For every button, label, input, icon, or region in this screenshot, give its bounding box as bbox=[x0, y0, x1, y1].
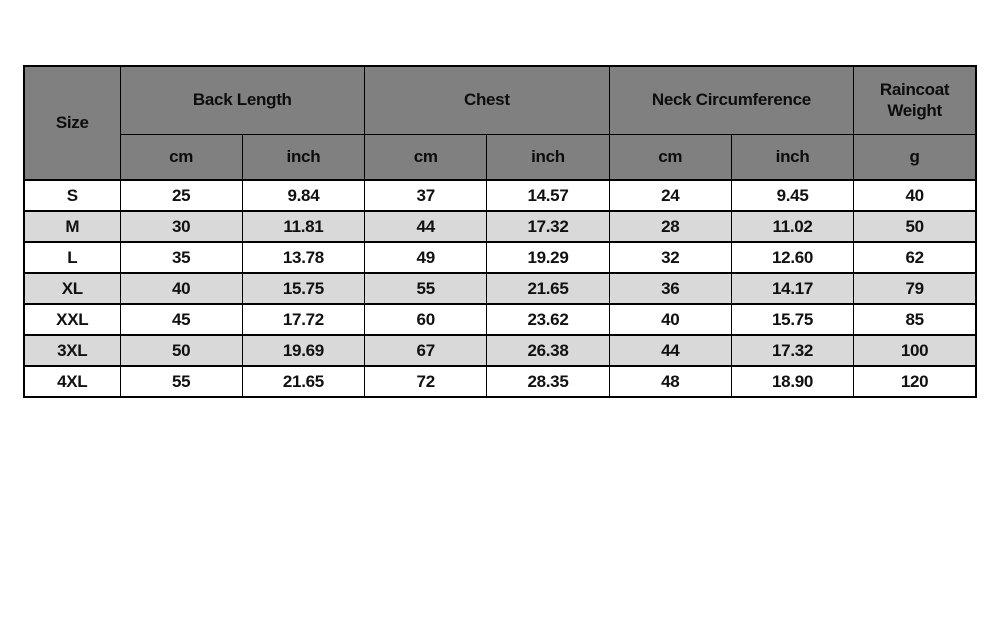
cell-value: 120 bbox=[854, 366, 976, 397]
cell-value: 67 bbox=[365, 335, 487, 366]
cell-value: 23.62 bbox=[487, 304, 609, 335]
cell-value: 32 bbox=[609, 242, 731, 273]
unit-chest-inch: inch bbox=[487, 134, 609, 180]
table-row-l bbox=[24, 242, 976, 273]
cell-value: 62 bbox=[854, 242, 976, 273]
unit-chest-cm: cm bbox=[365, 134, 487, 180]
cell-value: 36 bbox=[609, 273, 731, 304]
cell-value: 60 bbox=[365, 304, 487, 335]
cell-value: 85 bbox=[854, 304, 976, 335]
cell-value: 55 bbox=[365, 273, 487, 304]
table-body bbox=[24, 180, 976, 397]
size-value: 3XL bbox=[24, 335, 120, 366]
cell-value: 17.32 bbox=[731, 335, 853, 366]
cell-value: 40 bbox=[609, 304, 731, 335]
cell-value: 18.90 bbox=[731, 366, 853, 397]
cell-value: 17.32 bbox=[487, 211, 609, 242]
size-chart-table bbox=[23, 65, 977, 398]
table-row-s bbox=[24, 180, 976, 211]
cell-value: 45 bbox=[120, 304, 242, 335]
unit-weight-g: g bbox=[854, 134, 976, 180]
table-row-xl bbox=[24, 273, 976, 304]
cell-value: 14.17 bbox=[731, 273, 853, 304]
cell-value: 30 bbox=[120, 211, 242, 242]
table-row-4xl bbox=[24, 366, 976, 397]
header-back-length: Back Length bbox=[120, 66, 365, 134]
cell-value: 25 bbox=[120, 180, 242, 211]
size-value: S bbox=[24, 180, 120, 211]
table-row-xxl bbox=[24, 304, 976, 335]
cell-value: 9.45 bbox=[731, 180, 853, 211]
cell-value: 19.29 bbox=[487, 242, 609, 273]
cell-value: 50 bbox=[854, 211, 976, 242]
unit-neck-inch: inch bbox=[731, 134, 853, 180]
header-unit-row bbox=[24, 134, 976, 180]
cell-value: 14.57 bbox=[487, 180, 609, 211]
table-row-3xl bbox=[24, 335, 976, 366]
size-value: 4XL bbox=[24, 366, 120, 397]
table-row-m bbox=[24, 211, 976, 242]
size-value: L bbox=[24, 242, 120, 273]
cell-value: 50 bbox=[120, 335, 242, 366]
cell-value: 37 bbox=[365, 180, 487, 211]
unit-back-length-inch: inch bbox=[242, 134, 364, 180]
cell-value: 17.72 bbox=[242, 304, 364, 335]
cell-value: 100 bbox=[854, 335, 976, 366]
cell-value: 12.60 bbox=[731, 242, 853, 273]
cell-value: 28.35 bbox=[487, 366, 609, 397]
cell-value: 15.75 bbox=[242, 273, 364, 304]
unit-back-length-cm: cm bbox=[120, 134, 242, 180]
cell-value: 79 bbox=[854, 273, 976, 304]
cell-value: 9.84 bbox=[242, 180, 364, 211]
cell-value: 13.78 bbox=[242, 242, 364, 273]
table-header bbox=[24, 66, 976, 180]
header-neck-circumference: Neck Circumference bbox=[609, 66, 854, 134]
cell-value: 49 bbox=[365, 242, 487, 273]
cell-value: 26.38 bbox=[487, 335, 609, 366]
cell-value: 11.81 bbox=[242, 211, 364, 242]
cell-value: 24 bbox=[609, 180, 731, 211]
cell-value: 11.02 bbox=[731, 211, 853, 242]
cell-value: 44 bbox=[365, 211, 487, 242]
header-group-row bbox=[24, 66, 976, 134]
header-size: Size bbox=[24, 66, 120, 180]
cell-value: 48 bbox=[609, 366, 731, 397]
header-chest: Chest bbox=[365, 66, 610, 134]
cell-value: 28 bbox=[609, 211, 731, 242]
size-value: XL bbox=[24, 273, 120, 304]
size-value: M bbox=[24, 211, 120, 242]
cell-value: 44 bbox=[609, 335, 731, 366]
cell-value: 72 bbox=[365, 366, 487, 397]
cell-value: 15.75 bbox=[731, 304, 853, 335]
cell-value: 55 bbox=[120, 366, 242, 397]
unit-neck-cm: cm bbox=[609, 134, 731, 180]
header-raincoat-weight: Raincoat Weight bbox=[854, 66, 976, 134]
cell-value: 21.65 bbox=[487, 273, 609, 304]
cell-value: 19.69 bbox=[242, 335, 364, 366]
cell-value: 21.65 bbox=[242, 366, 364, 397]
size-value: XXL bbox=[24, 304, 120, 335]
cell-value: 40 bbox=[854, 180, 976, 211]
cell-value: 40 bbox=[120, 273, 242, 304]
cell-value: 35 bbox=[120, 242, 242, 273]
